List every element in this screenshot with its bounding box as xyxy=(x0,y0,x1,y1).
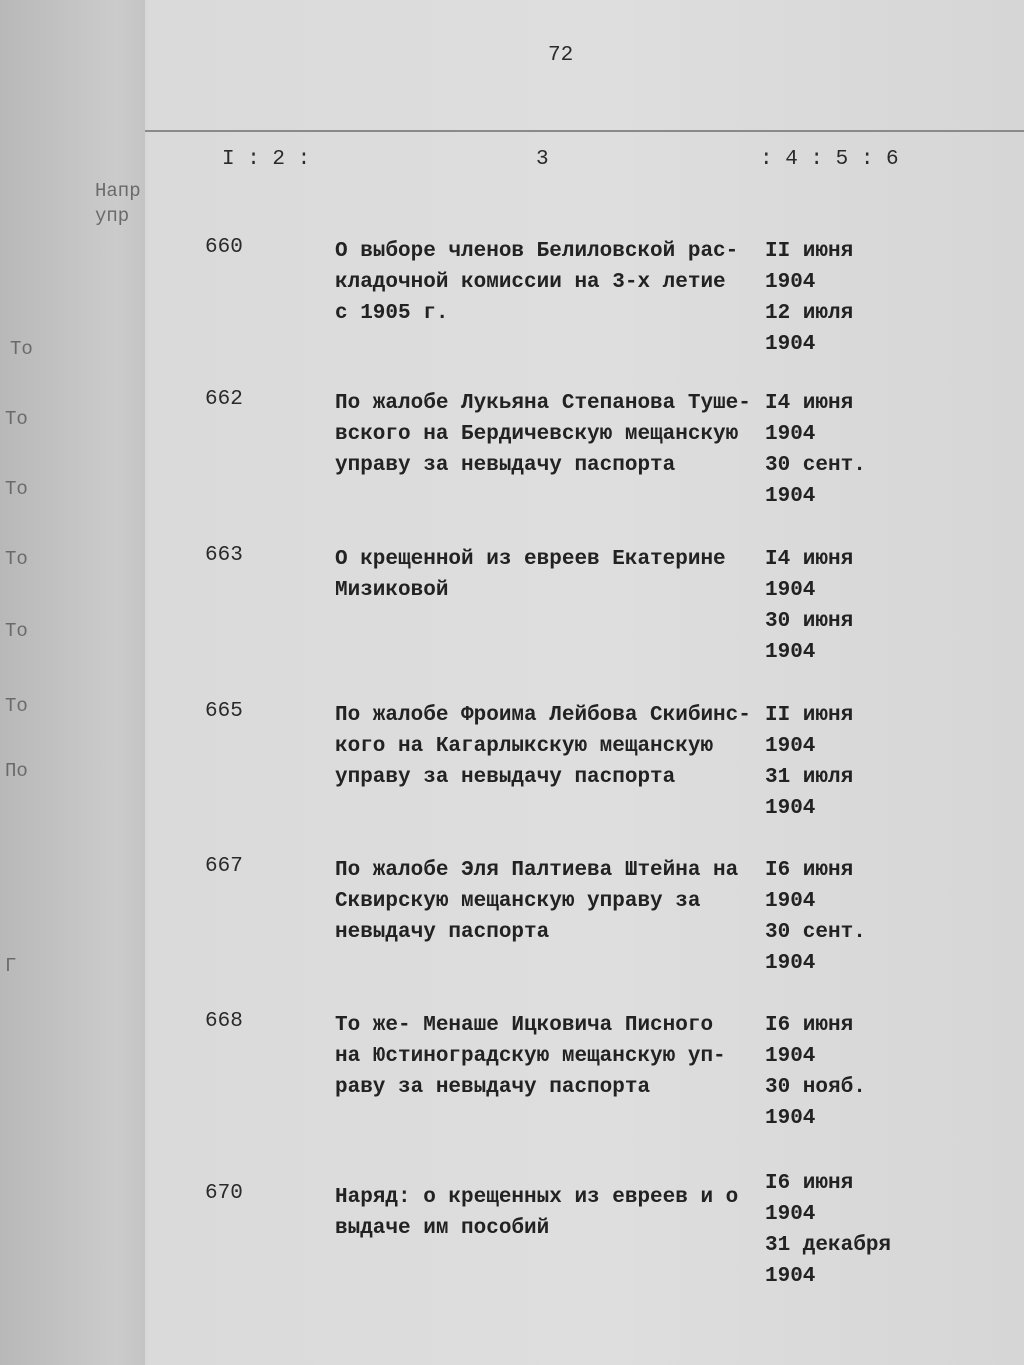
date-line: 1904 xyxy=(765,797,816,820)
date-line: 1904 xyxy=(765,271,816,294)
entry-number: 667 xyxy=(205,855,243,878)
entry-number: 660 xyxy=(205,236,243,259)
entry-description xyxy=(335,1182,738,1244)
prev-page-fragment: Г xyxy=(5,955,17,977)
description-line: Сквирскую мещанскую управу за xyxy=(335,890,701,913)
date-line: 1904 xyxy=(765,890,816,913)
entry-description xyxy=(335,236,738,329)
prev-page-fragment: упр xyxy=(95,205,130,227)
entry-dates xyxy=(765,700,853,824)
entry-dates xyxy=(765,236,853,360)
description-line: с 1905 г. xyxy=(335,302,449,325)
description-line: О выборе членов Белиловской рас- xyxy=(335,240,739,263)
description-line: О крещенной из евреев Екатерине xyxy=(335,548,726,571)
description-line: То же- Менаше Ицковича Писного xyxy=(335,1014,714,1037)
description-line: вского на Бердичевскую мещанскую xyxy=(335,423,739,446)
prev-page-fragment: То xyxy=(5,548,28,570)
entry-number: 668 xyxy=(205,1010,243,1033)
date-line: II июня xyxy=(765,704,854,727)
date-line: 30 июня xyxy=(765,610,854,633)
prev-page-fragment: То xyxy=(10,338,33,360)
date-line: 1904 xyxy=(765,423,816,446)
date-line: 1904 xyxy=(765,333,816,356)
date-line: I6 июня xyxy=(765,1014,854,1037)
entry-dates xyxy=(765,544,853,668)
description-line: раву за невыдачу паспорта xyxy=(335,1076,651,1099)
date-line: 30 сент. xyxy=(765,454,866,477)
entry-number: 663 xyxy=(205,544,243,567)
date-line: 12 июля xyxy=(765,302,854,325)
description-line: выдаче им пособий xyxy=(335,1217,550,1240)
prev-page-fragment: По xyxy=(5,760,28,782)
entry-description xyxy=(335,544,726,606)
prev-page-fragment: То xyxy=(5,695,28,717)
header-rule xyxy=(145,130,1024,132)
description-line: невыдачу паспорта xyxy=(335,921,550,944)
description-line: кого на Кагарлыкскую мещанскую xyxy=(335,735,714,758)
page-number: 72 xyxy=(548,44,574,67)
date-line: 1904 xyxy=(765,1107,816,1130)
date-line: 1904 xyxy=(765,1045,816,1068)
prev-page-fragment: То xyxy=(5,408,28,430)
entry-number: 662 xyxy=(205,388,243,411)
description-line: управу за невыдачу паспорта xyxy=(335,766,676,789)
entry-dates xyxy=(765,1010,866,1134)
date-line: 30 нояб. xyxy=(765,1076,866,1099)
entry-dates xyxy=(765,855,866,979)
column-headers-4-6: : 4 : 5 : 6 xyxy=(760,148,899,171)
description-line: По жалобе Фроима Лейбова Скибинс- xyxy=(335,704,751,727)
date-line: 1904 xyxy=(765,1265,816,1288)
description-line: Наряд: о крещенных из евреев и о xyxy=(335,1186,739,1209)
prev-page-fragment: То xyxy=(5,620,28,642)
description-line: кладочной комиссии на 3-х летие xyxy=(335,271,726,294)
date-line: I4 июня xyxy=(765,392,854,415)
date-line: 1904 xyxy=(765,735,816,758)
date-line: 1904 xyxy=(765,1203,816,1226)
date-line: 1904 xyxy=(765,641,816,664)
date-line: I6 июня xyxy=(765,859,854,882)
entry-description xyxy=(335,855,738,948)
date-line: 31 июля xyxy=(765,766,854,789)
entry-description xyxy=(335,388,751,481)
column-headers-1-2: I : 2 : xyxy=(222,148,311,171)
date-line: 1904 xyxy=(765,485,816,508)
entry-dates xyxy=(765,388,866,512)
entry-dates xyxy=(765,1168,891,1292)
date-line: 1904 xyxy=(765,952,816,975)
date-line: 30 сент. xyxy=(765,921,866,944)
date-line: I4 июня xyxy=(765,548,854,571)
description-line: Мизиковой xyxy=(335,579,449,602)
description-line: управу за невыдачу паспорта xyxy=(335,454,676,477)
previous-page-edge xyxy=(0,0,145,1365)
description-line: на Юстиноградскую мещанскую уп- xyxy=(335,1045,726,1068)
date-line: 31 декабря xyxy=(765,1234,892,1257)
entry-number: 670 xyxy=(205,1182,243,1205)
entry-number: 665 xyxy=(205,700,243,723)
entry-description xyxy=(335,700,751,793)
column-header-3: 3 xyxy=(536,148,549,171)
description-line: По жалобе Эля Палтиева Штейна на xyxy=(335,859,739,882)
prev-page-fragment: Напр xyxy=(95,180,141,202)
date-line: I6 июня xyxy=(765,1172,854,1195)
entry-description xyxy=(335,1010,726,1103)
description-line: По жалобе Лукьяна Степанова Туше- xyxy=(335,392,751,415)
date-line: 1904 xyxy=(765,579,816,602)
prev-page-fragment: То xyxy=(5,478,28,500)
date-line: II июня xyxy=(765,240,854,263)
